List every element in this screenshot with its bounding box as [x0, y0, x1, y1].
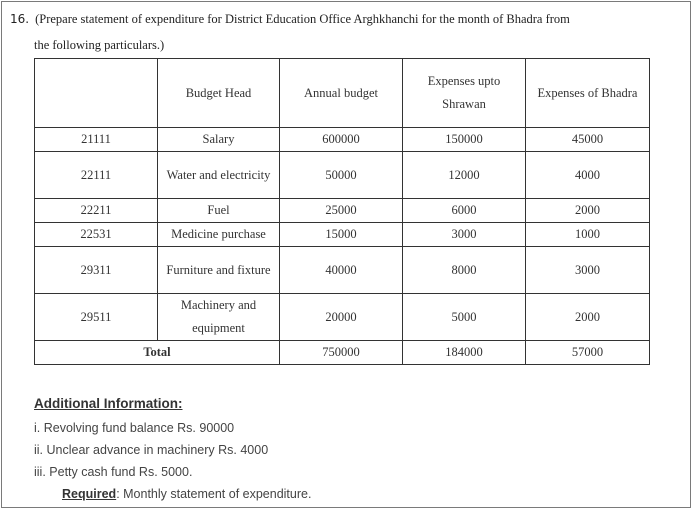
- total-annual: 750000: [280, 341, 403, 365]
- cell-bhadra: 4000: [526, 152, 650, 199]
- cell-code: 29511: [35, 294, 158, 341]
- cell-code: 22531: [35, 223, 158, 247]
- required-label: Required: [62, 487, 117, 501]
- cell-code: 22111: [35, 152, 158, 199]
- cell-annual: 40000: [280, 247, 403, 294]
- table-row: [35, 247, 650, 294]
- required-text: : Monthly statement of expenditure.: [116, 487, 312, 501]
- cell-head: Furniture and fixture: [158, 247, 280, 294]
- header-budget-head: Budget Head: [158, 59, 280, 128]
- additional-item: i. Revolving fund balance Rs. 90000: [34, 421, 235, 435]
- cell-upto: 12000: [403, 152, 526, 199]
- cell-upto: 3000: [403, 223, 526, 247]
- cell-upto: 150000: [403, 128, 526, 152]
- expenditure-table: [34, 58, 650, 365]
- cell-head: Salary: [158, 128, 280, 152]
- cell-head: Medicine purchase: [158, 223, 280, 247]
- cell-bhadra: 2000: [526, 294, 650, 341]
- cell-annual: 600000: [280, 128, 403, 152]
- table-row: [35, 199, 650, 223]
- total-bhadra: 57000: [526, 341, 650, 365]
- required-line: [62, 487, 311, 501]
- total-label: Total: [35, 341, 280, 365]
- additional-item: iii. Petty cash fund Rs. 5000.: [34, 465, 193, 479]
- cell-head: Fuel: [158, 199, 280, 223]
- cell-bhadra: 3000: [526, 247, 650, 294]
- header-code: [35, 59, 158, 128]
- additional-item: ii. Unclear advance in machinery Rs. 4000: [34, 443, 269, 457]
- header-annual-budget: Annual budget: [280, 59, 403, 128]
- cell-upto: 5000: [403, 294, 526, 341]
- cell-annual: 20000: [280, 294, 403, 341]
- table-total-row: [35, 341, 650, 365]
- table-header-row: [35, 59, 650, 128]
- question-line-1: [10, 12, 570, 27]
- cell-annual: 25000: [280, 199, 403, 223]
- cell-code: 29311: [35, 247, 158, 294]
- cell-head: Water and electricity: [158, 152, 280, 199]
- question-line-2: the following particulars.): [34, 38, 165, 52]
- header-expenses-upto: Expenses upto Shrawan: [403, 59, 526, 128]
- total-upto: 184000: [403, 341, 526, 365]
- cell-annual: 15000: [280, 223, 403, 247]
- cell-annual: 50000: [280, 152, 403, 199]
- question-number: 16.: [10, 12, 30, 26]
- cell-upto: 6000: [403, 199, 526, 223]
- cell-code: 22211: [35, 199, 158, 223]
- table-row: [35, 294, 650, 341]
- cell-bhadra: 45000: [526, 128, 650, 152]
- table-row: [35, 223, 650, 247]
- cell-bhadra: 1000: [526, 223, 650, 247]
- header-expenses-bhadra: Expenses of Bhadra: [526, 59, 650, 128]
- question-text-1: (Prepare statement of expenditure for District Education Office Arghkhanchi for the month of Bhadra from: [35, 12, 570, 26]
- cell-code: 21111: [35, 128, 158, 152]
- additional-info-title: Additional Information:: [34, 396, 183, 411]
- table-row: [35, 128, 650, 152]
- cell-head: Machinery and equipment: [158, 294, 280, 341]
- table-row: [35, 152, 650, 199]
- cell-upto: 8000: [403, 247, 526, 294]
- cell-bhadra: 2000: [526, 199, 650, 223]
